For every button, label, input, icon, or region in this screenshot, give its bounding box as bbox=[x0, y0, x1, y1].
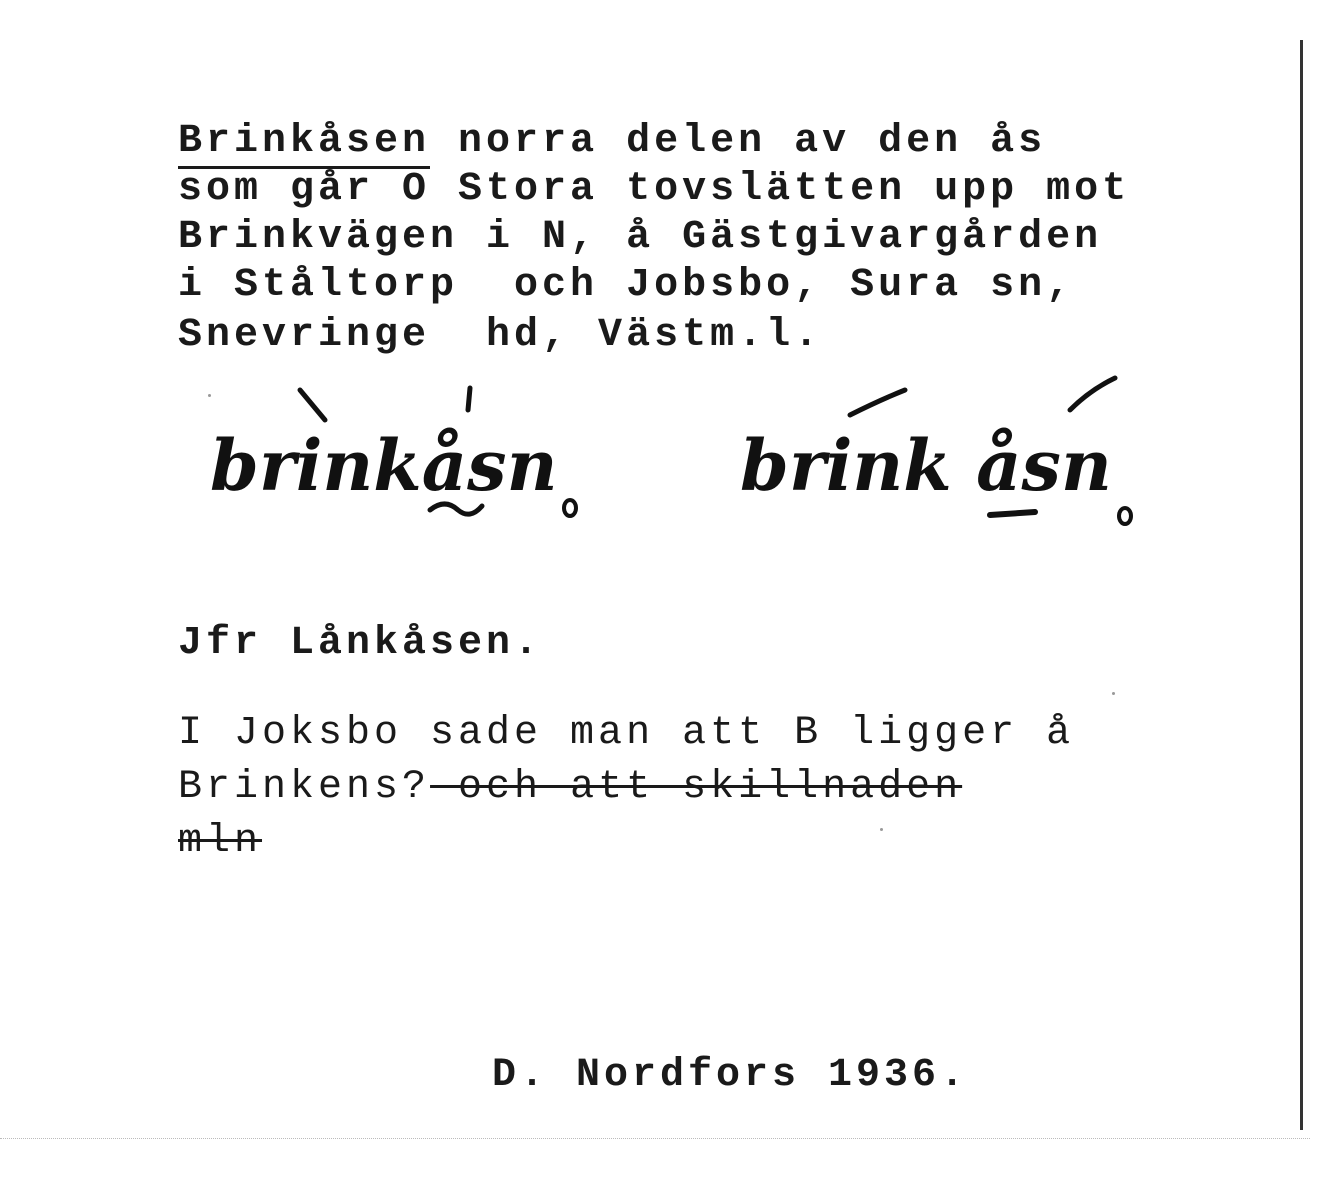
typed-line-3: Brinkvägen i N, å Gästgivargården bbox=[178, 215, 1103, 260]
note-line-2 bbox=[178, 764, 962, 812]
typed-line-2: som går O Stora tovslätten upp mot bbox=[178, 167, 1131, 212]
ink-speck bbox=[880, 828, 883, 831]
typed-line-1 bbox=[178, 118, 1046, 166]
note-line-1: I Joksbo sade man att B ligger å bbox=[178, 711, 1075, 756]
phonetic-text-2: brink åsn bbox=[740, 424, 1112, 507]
cross-reference: Jfr Lånkåsen. bbox=[178, 621, 543, 666]
note-line-2-struck: och att skillnaden bbox=[430, 765, 963, 810]
headword: Brinkåsen bbox=[178, 119, 430, 169]
signature: D. Nordfors 1936. bbox=[492, 1053, 969, 1098]
note-line-3-struck: mln bbox=[178, 819, 263, 864]
typed-line-5: Snevringe hd, Västm.l. bbox=[178, 313, 823, 358]
phonetic-text-1: brinkåsn bbox=[210, 424, 558, 507]
card-edge-bottom bbox=[0, 1138, 1310, 1140]
ink-speck bbox=[1112, 692, 1115, 695]
phonetic-transcription-2 bbox=[730, 370, 1170, 550]
note-line-2-kept: Brinkens? bbox=[178, 765, 431, 810]
typed-line-1-rest: norra delen av den ås bbox=[430, 119, 1047, 164]
typed-line-4: i Ståltorp och Jobsbo, Sura sn, bbox=[178, 263, 1075, 308]
note-line-3 bbox=[178, 818, 262, 866]
phonetic-transcription-1 bbox=[200, 380, 620, 550]
card-edge-right bbox=[1300, 40, 1303, 1130]
ink-speck bbox=[208, 394, 211, 397]
